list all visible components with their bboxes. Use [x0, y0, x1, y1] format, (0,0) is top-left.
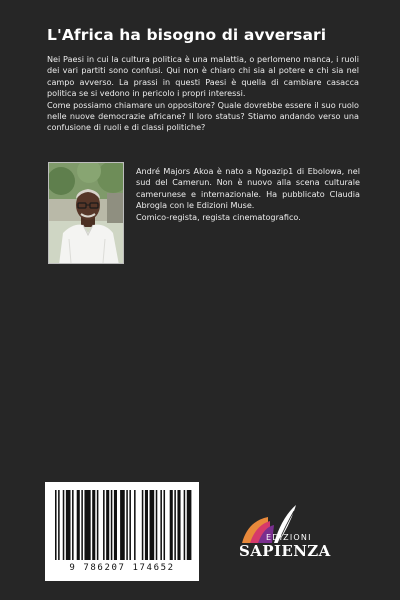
barcode-bar [174, 490, 176, 560]
book-blurb [47, 54, 359, 134]
barcode-bar [126, 490, 128, 560]
publisher-name: SAPIENZA [239, 542, 331, 560]
author-bio-paragraph: Comico-regista, regista cinematografico. [136, 211, 301, 222]
barcode-bar [134, 490, 136, 560]
barcode-bar [103, 490, 105, 560]
blurb-paragraph: Come possiamo chiamare un oppositore? Quale dovrebbe essere il suo ruolo nelle nuove democrazie africane? Il loro status? Stiamo andando verso una confusione di ruoli e di classi politiche? [47, 99, 359, 133]
barcode-bar [81, 490, 83, 560]
barcode-bar [114, 490, 117, 560]
barcode-bar [184, 490, 186, 560]
barcode-bar [111, 490, 113, 560]
barcode-bar [156, 490, 158, 560]
barcode-bar [129, 490, 131, 560]
author-photo [48, 162, 124, 264]
barcode-bar [55, 490, 57, 560]
barcode-bar [72, 490, 74, 560]
author-bio-paragraph: André Majors Akoa è nato a Ngoazip1 di Ebolowa, nel sud del Camerun. Non è nuovo alla scena culturale camerunese e internazionale. Ha pubblicato Claudia Abrogla con le Edizioni Muse. [136, 166, 360, 211]
isbn-barcode [45, 482, 199, 581]
barcode-bar [63, 490, 65, 560]
barcode-bar [187, 490, 192, 560]
barcode-bar [58, 490, 60, 560]
barcode-bars [45, 482, 199, 564]
barcode-bar [145, 490, 148, 560]
barcode-bar [177, 490, 180, 560]
barcode-bar [77, 490, 80, 560]
barcode-bar [170, 490, 173, 560]
blurb-paragraph: Nei Paesi in cui la cultura politica è una malattia, o perlomeno manca, i ruoli dei vari partiti sono confusi. Qui non è chiaro chi sia al potere e chi sia nel campo avverso. La prassi in questi Paesi è quella di cambiare casacca politica se si vedono in pericolo i propri interessi. [47, 54, 359, 99]
barcode-bar [150, 490, 155, 560]
barcode-bar [142, 490, 144, 560]
barcode-bar [66, 490, 71, 560]
barcode-bar [84, 490, 90, 560]
barcode-bar [160, 490, 162, 560]
publisher-label: EDIZIONI [266, 533, 312, 542]
publisher-logo-block [232, 503, 332, 567]
barcode-bar [164, 490, 166, 560]
barcode-bar [92, 490, 95, 560]
author-bio [136, 166, 360, 223]
barcode-bar [120, 490, 125, 560]
isbn-number: 9 786207 174652 [69, 563, 175, 573]
barcode-bar [97, 490, 99, 560]
barcode-bar [106, 490, 109, 560]
book-title: L'Africa ha bisogno di avversari [47, 26, 327, 44]
